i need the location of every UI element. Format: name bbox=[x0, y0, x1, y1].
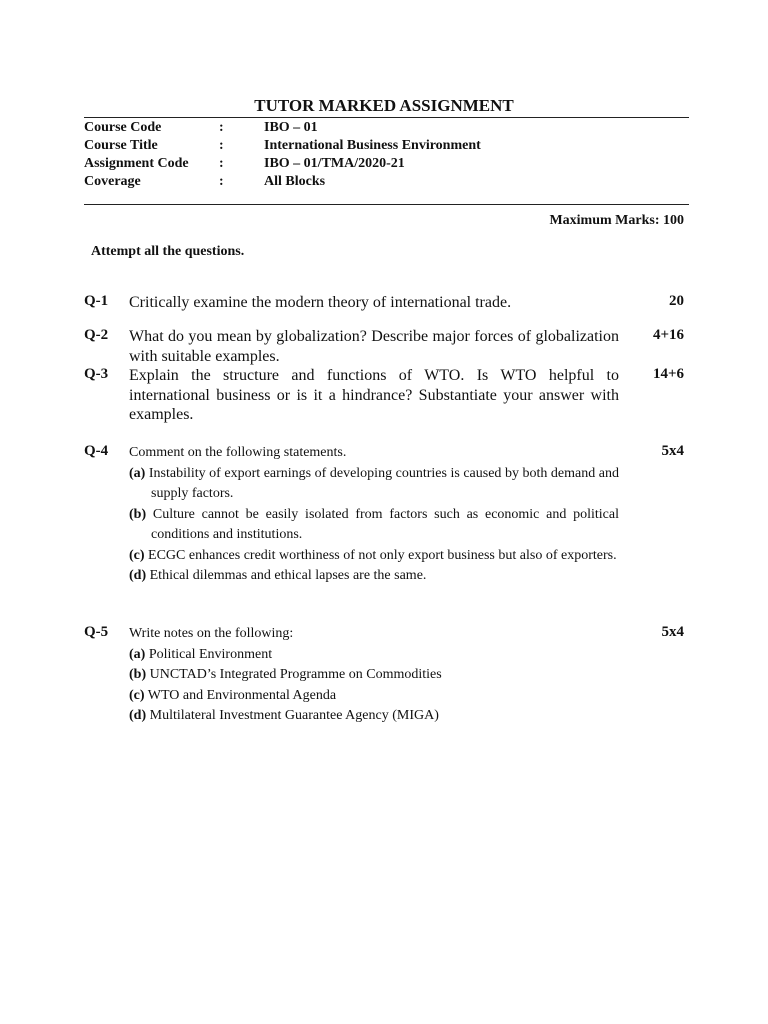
assignment-code-separator: : bbox=[219, 156, 224, 171]
sub-question-label: (b) bbox=[129, 667, 147, 682]
question-marks: 14+6 bbox=[652, 366, 684, 382]
course-code-value: IBO – 01 bbox=[264, 120, 318, 135]
question-text-block bbox=[129, 443, 619, 587]
sub-question-label: (b) bbox=[129, 506, 147, 522]
question-number: Q-1 bbox=[84, 293, 109, 309]
course-title-separator: : bbox=[219, 138, 224, 153]
question-number: Q-3 bbox=[84, 366, 109, 382]
sub-question-label: (a) bbox=[129, 646, 146, 662]
sub-question-text: Instability of export earnings of developing countries is caused by both demand and supply factors. bbox=[148, 465, 619, 501]
sub-question-d bbox=[129, 706, 619, 727]
question-number: Q-4 bbox=[84, 443, 109, 459]
question-marks: 4+16 bbox=[652, 327, 684, 343]
question-text: Explain the structure and functions of WTO. Is WTO helpful to international business or is it a hindrance? Substantiate your answer with examples. bbox=[129, 367, 619, 423]
sub-question-text: Ethical dilemmas and ethical lapses are the same. bbox=[149, 568, 427, 583]
page-title: TUTOR MARKED ASSIGNMENT bbox=[254, 96, 514, 115]
course-code-separator: : bbox=[219, 120, 224, 135]
coverage-value: All Blocks bbox=[264, 174, 326, 189]
sub-question-text: Multilateral Investment Guarantee Agency (MIGA) bbox=[149, 708, 439, 723]
sub-question-b bbox=[129, 505, 619, 546]
sub-question-text: ECGC enhances credit worthiness of not only export business but also of exporters. bbox=[148, 547, 617, 563]
question-marks: 20 bbox=[669, 293, 684, 309]
sub-question-label: (c) bbox=[129, 547, 145, 563]
question-text-block bbox=[129, 624, 619, 727]
course-title-label: Course Title bbox=[84, 138, 158, 153]
sub-question-a bbox=[129, 645, 619, 666]
assignment-code-value: IBO – 01/TMA/2020-21 bbox=[264, 156, 405, 171]
sub-question-text: UNCTAD’s Integrated Programme on Commodities bbox=[149, 667, 442, 682]
sub-question-text: WTO and Environmental Agenda bbox=[147, 687, 337, 703]
maximum-marks: Maximum Marks: 100 bbox=[549, 213, 684, 228]
sub-question-label: (d) bbox=[129, 568, 147, 583]
course-title-value: International Business Environment bbox=[264, 138, 481, 153]
assignment-code-label: Assignment Code bbox=[84, 156, 189, 171]
question-marks: 5x4 bbox=[661, 624, 684, 640]
question-number: Q-2 bbox=[84, 327, 109, 343]
sub-question-text: Culture cannot be easily isolated from factors such as economic and political conditions and institutions. bbox=[151, 506, 619, 542]
sub-question-c bbox=[129, 546, 619, 567]
question-text: Critically examine the modern theory of international trade. bbox=[129, 294, 512, 311]
header-bottom-rule bbox=[84, 204, 689, 205]
sub-question-text: Political Environment bbox=[148, 646, 273, 662]
question-text: Comment on the following statements. bbox=[129, 445, 347, 460]
sub-question-c bbox=[129, 686, 619, 707]
question-text: Write notes on the following: bbox=[129, 626, 294, 641]
instructions: Attempt all the questions. bbox=[91, 244, 245, 259]
question-marks: 5x4 bbox=[661, 443, 684, 459]
course-code-label: Course Code bbox=[84, 120, 162, 135]
sub-question-label: (c) bbox=[129, 687, 145, 703]
sub-question-b bbox=[129, 665, 619, 686]
header-top-rule bbox=[84, 117, 689, 118]
sub-question-d bbox=[129, 566, 619, 587]
coverage-separator: : bbox=[219, 174, 224, 189]
sub-question-label: (a) bbox=[129, 465, 146, 481]
question-text: What do you mean by globalization? Describe major forces of globalization with suitable examples. bbox=[129, 328, 619, 365]
question-number: Q-5 bbox=[84, 624, 109, 640]
sub-question-a bbox=[129, 464, 619, 505]
coverage-label: Coverage bbox=[84, 174, 141, 189]
sub-question-label: (d) bbox=[129, 708, 147, 723]
